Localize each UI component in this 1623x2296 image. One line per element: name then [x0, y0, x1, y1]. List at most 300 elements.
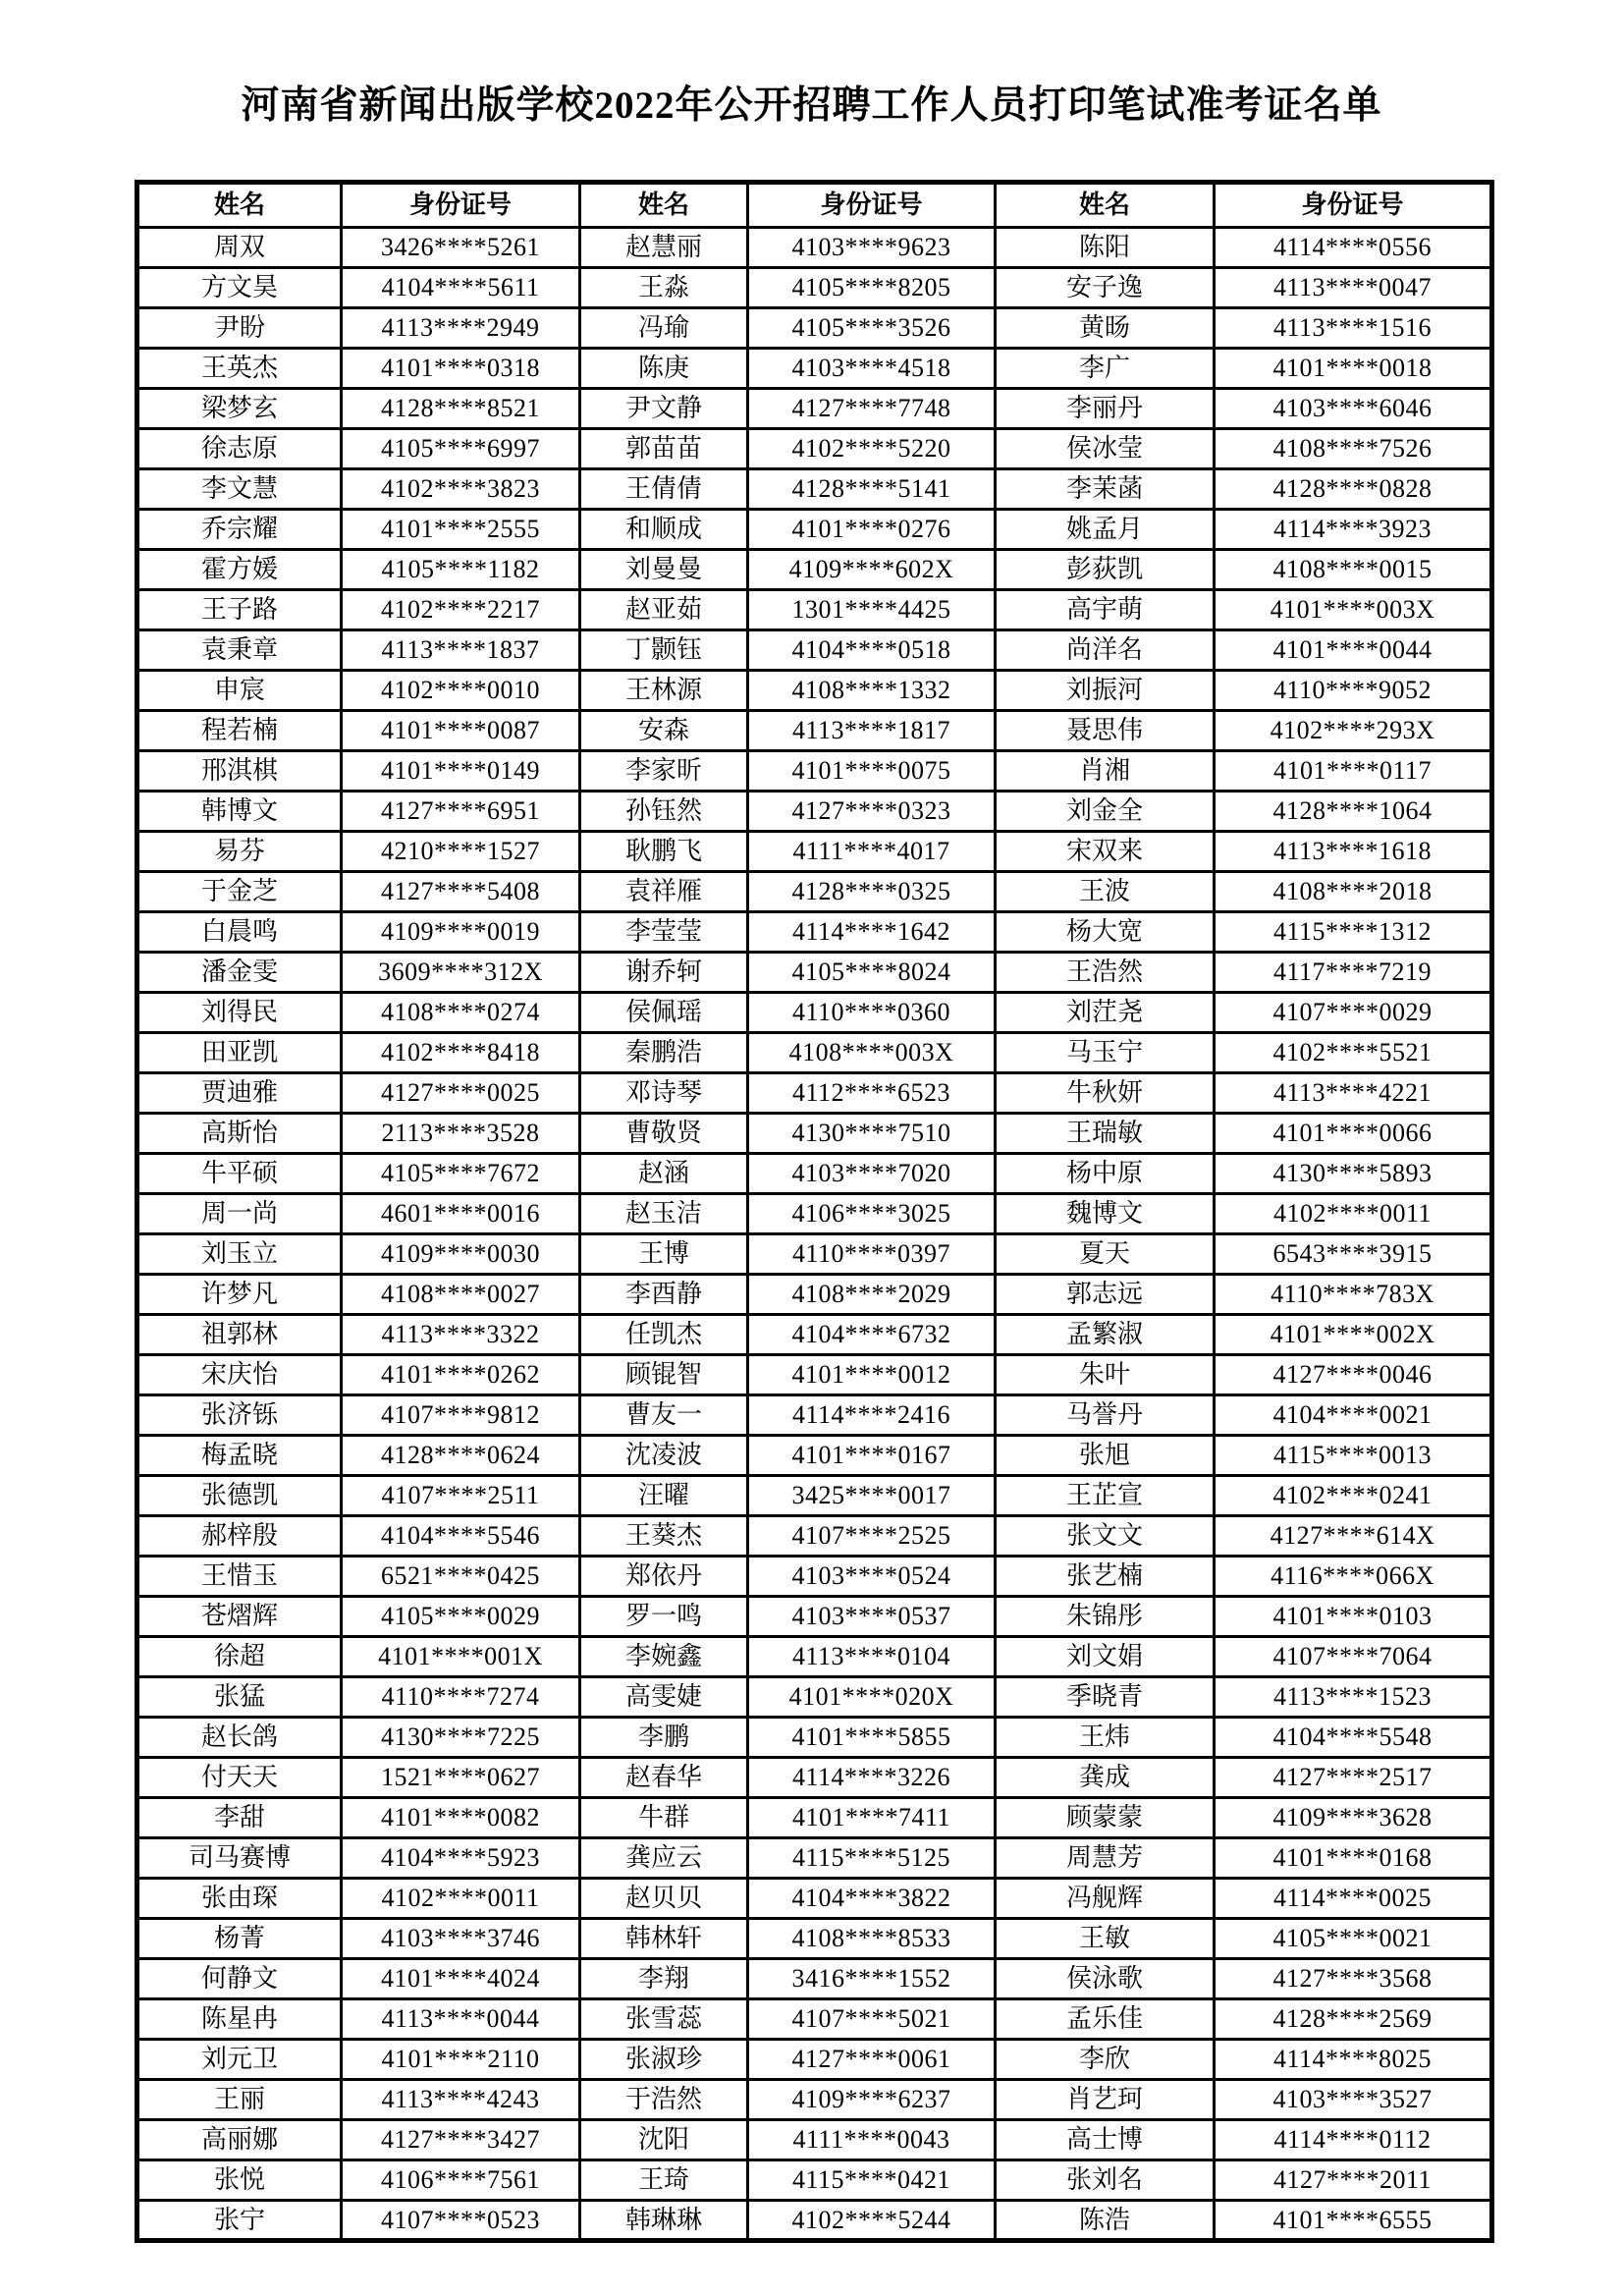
name-cell: 高丽娜 [137, 2120, 342, 2160]
table-row [137, 751, 1492, 792]
name-cell: 刘振河 [996, 671, 1215, 711]
table-row [137, 1275, 1492, 1315]
name-cell: 安子逸 [996, 268, 1215, 308]
id-number-cell: 4101****0044 [1215, 630, 1492, 671]
name-cell: 祖郭林 [137, 1315, 342, 1355]
name-cell: 郭苗苗 [580, 429, 748, 469]
name-cell: 许梦凡 [137, 1275, 342, 1315]
id-number-cell: 6543****3915 [1215, 1234, 1492, 1275]
table-row [137, 1073, 1492, 1114]
id-number-cell: 4114****1642 [748, 912, 996, 953]
id-number-cell: 4114****2416 [748, 1395, 996, 1436]
name-cell: 高士博 [996, 2120, 1215, 2160]
id-number-cell: 4113****1523 [1215, 1677, 1492, 1718]
id-number-cell: 4127****0323 [748, 792, 996, 832]
id-number-cell: 1521****0627 [342, 1758, 580, 1798]
id-number-cell: 4115****0013 [1215, 1436, 1492, 1476]
table-row [137, 1154, 1492, 1194]
name-cell: 韩博文 [137, 792, 342, 832]
id-number-cell: 4102****5220 [748, 429, 996, 469]
table-body [137, 228, 1492, 2241]
name-cell: 张旭 [996, 1436, 1215, 1476]
name-cell: 牛秋妍 [996, 1073, 1215, 1114]
name-cell: 刘金全 [996, 792, 1215, 832]
name-cell: 杨大宽 [996, 912, 1215, 953]
name-cell: 冯瑜 [580, 308, 748, 349]
name-cell: 牛群 [580, 1798, 748, 1838]
name-cell: 彭荻凯 [996, 550, 1215, 590]
id-number-cell: 4113****2949 [342, 308, 580, 349]
table-row [137, 1114, 1492, 1154]
name-cell: 肖湘 [996, 751, 1215, 792]
id-number-cell: 4101****0075 [748, 751, 996, 792]
table-row [137, 550, 1492, 590]
name-cell: 赵玉洁 [580, 1194, 748, 1234]
table-row [137, 630, 1492, 671]
table-row [137, 1919, 1492, 1959]
id-number-cell: 4102****0241 [1215, 1476, 1492, 1516]
name-cell: 和顺成 [580, 510, 748, 550]
name-cell: 周慧芳 [996, 1838, 1215, 1879]
table-row [137, 469, 1492, 510]
id-number-cell: 4114****0112 [1215, 2120, 1492, 2160]
name-cell: 张由琛 [137, 1879, 342, 1919]
table-row [137, 1798, 1492, 1838]
id-number-cell: 4101****0082 [342, 1798, 580, 1838]
id-number-cell: 4113****1618 [1215, 832, 1492, 872]
table-row [137, 1758, 1492, 1798]
name-cell: 王葵杰 [580, 1516, 748, 1557]
id-number-cell: 4105****1182 [342, 550, 580, 590]
id-number-cell: 4101****4024 [342, 1959, 580, 1999]
table-row [137, 349, 1492, 389]
id-number-cell: 4104****0518 [748, 630, 996, 671]
name-cell: 李酉静 [580, 1275, 748, 1315]
id-number-cell: 4114****0556 [1215, 228, 1492, 268]
table-row [137, 872, 1492, 912]
name-cell: 韩琳琳 [580, 2201, 748, 2241]
id-number-cell: 3426****5261 [342, 228, 580, 268]
name-cell: 陈阳 [996, 228, 1215, 268]
id-number-cell: 4102****0011 [342, 1879, 580, 1919]
id-number-cell: 4101****6555 [1215, 2201, 1492, 2241]
id-number-cell: 4101****0066 [1215, 1114, 1492, 1154]
name-cell: 周一尚 [137, 1194, 342, 1234]
id-number-cell: 4105****8205 [748, 268, 996, 308]
name-cell: 沈阳 [580, 2120, 748, 2160]
id-number-cell: 4103****0537 [748, 1597, 996, 1637]
id-number-cell: 4105****7672 [342, 1154, 580, 1194]
table-row [137, 711, 1492, 751]
column-header-id-2: 身份证号 [748, 183, 996, 228]
id-number-cell: 4107****0523 [342, 2201, 580, 2241]
table-row [137, 308, 1492, 349]
id-number-cell: 4108****0015 [1215, 550, 1492, 590]
name-cell: 侯冰莹 [996, 429, 1215, 469]
id-number-cell: 4116****066X [1215, 1557, 1492, 1597]
name-cell: 徐超 [137, 1637, 342, 1677]
name-cell: 龚应云 [580, 1838, 748, 1879]
name-cell: 沈凌波 [580, 1436, 748, 1476]
name-cell: 安森 [580, 711, 748, 751]
name-cell: 谢乔轲 [580, 953, 748, 993]
name-cell: 李文慧 [137, 469, 342, 510]
id-number-cell: 4128****0828 [1215, 469, 1492, 510]
table-row [137, 2080, 1492, 2120]
id-number-cell: 4127****7748 [748, 389, 996, 429]
name-cell: 于金芝 [137, 872, 342, 912]
id-number-cell: 4102****0011 [1215, 1194, 1492, 1234]
name-cell: 耿鹏飞 [580, 832, 748, 872]
id-number-cell: 3425****0017 [748, 1476, 996, 1516]
id-number-cell: 4102****2217 [342, 590, 580, 630]
id-number-cell: 4105****0021 [1215, 1919, 1492, 1959]
name-cell: 丁颢钰 [580, 630, 748, 671]
table-row [137, 1597, 1492, 1637]
name-cell: 王敏 [996, 1919, 1215, 1959]
name-cell: 侯佩瑶 [580, 993, 748, 1033]
id-number-cell: 4127****5408 [342, 872, 580, 912]
name-cell: 刘玉立 [137, 1234, 342, 1275]
name-cell: 姚孟月 [996, 510, 1215, 550]
name-cell: 邢淇棋 [137, 751, 342, 792]
id-number-cell: 4101****001X [342, 1637, 580, 1677]
table-row [137, 1557, 1492, 1597]
id-number-cell: 4102****293X [1215, 711, 1492, 751]
id-number-cell: 3416****1552 [748, 1959, 996, 1999]
name-cell: 牛平硕 [137, 1154, 342, 1194]
name-cell: 李丽丹 [996, 389, 1215, 429]
name-cell: 付天天 [137, 1758, 342, 1798]
name-cell: 何静文 [137, 1959, 342, 1999]
name-cell: 高宇萌 [996, 590, 1215, 630]
id-number-cell: 4101****2555 [342, 510, 580, 550]
id-number-cell: 4113****1516 [1215, 308, 1492, 349]
name-cell: 李鹏 [580, 1718, 748, 1758]
name-cell: 王瑞敏 [996, 1114, 1215, 1154]
table-row [137, 2201, 1492, 2241]
id-number-cell: 4108****8533 [748, 1919, 996, 1959]
table-row [137, 1637, 1492, 1677]
table-row [137, 993, 1492, 1033]
table-row [137, 1838, 1492, 1879]
name-cell: 刘茳尧 [996, 993, 1215, 1033]
name-cell: 张悦 [137, 2160, 342, 2201]
table-row [137, 1476, 1492, 1516]
name-cell: 田亚凯 [137, 1033, 342, 1073]
id-number-cell: 4210****1527 [342, 832, 580, 872]
name-cell: 顾锟智 [580, 1355, 748, 1395]
id-number-cell: 4127****6951 [342, 792, 580, 832]
id-number-cell: 4102****0010 [342, 671, 580, 711]
id-number-cell: 4106****7561 [342, 2160, 580, 2201]
id-number-cell: 4108****2029 [748, 1275, 996, 1315]
name-cell: 郑依丹 [580, 1557, 748, 1597]
name-cell: 魏博文 [996, 1194, 1215, 1234]
id-number-cell: 4112****6523 [748, 1073, 996, 1114]
name-cell: 申宸 [137, 671, 342, 711]
id-number-cell: 4101****0087 [342, 711, 580, 751]
id-number-cell: 4101****0167 [748, 1436, 996, 1476]
id-number-cell: 4103****7020 [748, 1154, 996, 1194]
table-row [137, 671, 1492, 711]
name-cell: 马誉丹 [996, 1395, 1215, 1436]
table-row [137, 389, 1492, 429]
name-cell: 张猛 [137, 1677, 342, 1718]
name-cell: 易芬 [137, 832, 342, 872]
id-number-cell: 4104****0021 [1215, 1395, 1492, 1436]
id-number-cell: 4109****6237 [748, 2080, 996, 2120]
name-cell: 孟乐佳 [996, 1999, 1215, 2040]
table-row [137, 429, 1492, 469]
id-number-cell: 4110****0360 [748, 993, 996, 1033]
id-number-cell: 4127****3427 [342, 2120, 580, 2160]
name-cell: 高斯怡 [137, 1114, 342, 1154]
id-number-cell: 4103****4518 [748, 349, 996, 389]
name-cell: 袁秉章 [137, 630, 342, 671]
name-cell: 徐志原 [137, 429, 342, 469]
name-cell: 程若楠 [137, 711, 342, 751]
table-row [137, 1436, 1492, 1476]
id-number-cell: 4114****3226 [748, 1758, 996, 1798]
name-cell: 王子路 [137, 590, 342, 630]
id-number-cell: 4103****3527 [1215, 2080, 1492, 2120]
name-cell: 陈浩 [996, 2201, 1215, 2241]
name-cell: 王惜玉 [137, 1557, 342, 1597]
name-cell: 尹文静 [580, 389, 748, 429]
header-row [137, 183, 1492, 228]
id-number-cell: 4101****0012 [748, 1355, 996, 1395]
id-number-cell: 4104****5923 [342, 1838, 580, 1879]
id-number-cell: 4101****0018 [1215, 349, 1492, 389]
table-row [137, 268, 1492, 308]
id-number-cell: 4130****7225 [342, 1718, 580, 1758]
id-number-cell: 4101****0276 [748, 510, 996, 550]
name-cell: 朱锦彤 [996, 1597, 1215, 1637]
id-number-cell: 4114****3923 [1215, 510, 1492, 550]
id-number-cell: 4113****1837 [342, 630, 580, 671]
table-row [137, 1194, 1492, 1234]
name-cell: 张雪蕊 [580, 1999, 748, 2040]
name-cell: 梅孟晓 [137, 1436, 342, 1476]
id-number-cell: 4101****020X [748, 1677, 996, 1718]
name-cell: 王波 [996, 872, 1215, 912]
name-cell: 尚洋名 [996, 630, 1215, 671]
id-number-cell: 4101****0168 [1215, 1838, 1492, 1879]
id-number-cell: 4107****7064 [1215, 1637, 1492, 1677]
id-number-cell: 4101****0149 [342, 751, 580, 792]
name-cell: 曹敬贤 [580, 1114, 748, 1154]
id-number-cell: 4103****3746 [342, 1919, 580, 1959]
name-cell: 李茉菡 [996, 469, 1215, 510]
name-cell: 龚成 [996, 1758, 1215, 1798]
id-number-cell: 4107****9812 [342, 1395, 580, 1436]
id-number-cell: 4101****003X [1215, 590, 1492, 630]
id-number-cell: 4105****8024 [748, 953, 996, 993]
table-row [137, 1959, 1492, 1999]
name-cell: 赵亚茹 [580, 590, 748, 630]
id-number-cell: 4113****4221 [1215, 1073, 1492, 1114]
name-cell: 宋双来 [996, 832, 1215, 872]
name-cell: 任凯杰 [580, 1315, 748, 1355]
id-number-cell: 4115****1312 [1215, 912, 1492, 953]
id-number-cell: 4104****5548 [1215, 1718, 1492, 1758]
id-number-cell: 4108****2018 [1215, 872, 1492, 912]
id-number-cell: 4101****2110 [342, 2040, 580, 2080]
name-cell: 袁祥雁 [580, 872, 748, 912]
name-cell: 刘文娟 [996, 1637, 1215, 1677]
name-cell: 郭志远 [996, 1275, 1215, 1315]
name-cell: 贾迪雅 [137, 1073, 342, 1114]
id-number-cell: 4105****3526 [748, 308, 996, 349]
name-cell: 孟繁淑 [996, 1315, 1215, 1355]
id-number-cell: 4115****0421 [748, 2160, 996, 2201]
name-cell: 乔宗耀 [137, 510, 342, 550]
column-header-name-1: 姓名 [137, 183, 342, 228]
name-cell: 王林源 [580, 671, 748, 711]
name-cell: 赵贝贝 [580, 1879, 748, 1919]
name-cell: 肖艺珂 [996, 2080, 1215, 2120]
name-cell: 季晓青 [996, 1677, 1215, 1718]
id-number-cell: 4101****0262 [342, 1355, 580, 1395]
id-number-cell: 4127****0061 [748, 2040, 996, 2080]
name-cell: 张淑珍 [580, 2040, 748, 2080]
name-cell: 梁梦玄 [137, 389, 342, 429]
table-row [137, 2120, 1492, 2160]
id-number-cell: 4113****0044 [342, 1999, 580, 2040]
id-number-cell: 4114****0025 [1215, 1879, 1492, 1919]
id-number-cell: 4115****5125 [748, 1838, 996, 1879]
name-cell: 马玉宁 [996, 1033, 1215, 1073]
name-cell: 赵涵 [580, 1154, 748, 1194]
id-number-cell: 4105****0029 [342, 1597, 580, 1637]
id-number-cell: 4104****5611 [342, 268, 580, 308]
table-row [137, 1718, 1492, 1758]
name-cell: 黄旸 [996, 308, 1215, 349]
name-cell: 王琦 [580, 2160, 748, 2201]
id-number-cell: 4128****0325 [748, 872, 996, 912]
name-cell: 白晨鸣 [137, 912, 342, 953]
name-cell: 高雯婕 [580, 1677, 748, 1718]
name-cell: 张刘名 [996, 2160, 1215, 2201]
name-cell: 尹盼 [137, 308, 342, 349]
table-row [137, 590, 1492, 630]
table-row [137, 832, 1492, 872]
id-number-cell: 4127****614X [1215, 1516, 1492, 1557]
id-number-cell: 4101****0318 [342, 349, 580, 389]
table-row [137, 1355, 1492, 1395]
table-row [137, 1879, 1492, 1919]
table-row [137, 1516, 1492, 1557]
id-number-cell: 4127****2517 [1215, 1758, 1492, 1798]
table-row [137, 1234, 1492, 1275]
name-cell: 于浩然 [580, 2080, 748, 2120]
name-cell: 冯舰辉 [996, 1879, 1215, 1919]
table-row [137, 1677, 1492, 1718]
id-number-cell: 4102****5244 [748, 2201, 996, 2241]
table-row [137, 953, 1492, 993]
name-cell: 张济铄 [137, 1395, 342, 1436]
id-number-cell: 4108****0274 [342, 993, 580, 1033]
id-number-cell: 6521****0425 [342, 1557, 580, 1597]
name-cell: 郝梓殷 [137, 1516, 342, 1557]
id-number-cell: 4109****3628 [1215, 1798, 1492, 1838]
id-number-cell: 4117****7219 [1215, 953, 1492, 993]
name-cell: 王炜 [996, 1718, 1215, 1758]
name-cell: 韩林轩 [580, 1919, 748, 1959]
id-number-cell: 4101****7411 [748, 1798, 996, 1838]
table-row [137, 2160, 1492, 2201]
id-number-cell: 1301****4425 [748, 590, 996, 630]
name-cell: 聂思伟 [996, 711, 1215, 751]
name-cell: 罗一鸣 [580, 1597, 748, 1637]
name-cell: 刘元卫 [137, 2040, 342, 2080]
name-cell: 陈庚 [580, 349, 748, 389]
name-cell: 李莹莹 [580, 912, 748, 953]
name-cell: 方文昊 [137, 268, 342, 308]
id-number-cell: 4104****5546 [342, 1516, 580, 1557]
name-cell: 司马赛博 [137, 1838, 342, 1879]
name-cell: 侯泳歌 [996, 1959, 1215, 1999]
table-header [137, 183, 1492, 228]
id-number-cell: 4104****6732 [748, 1315, 996, 1355]
name-cell: 王英杰 [137, 349, 342, 389]
name-cell: 张文文 [996, 1516, 1215, 1557]
column-header-name-3: 姓名 [996, 183, 1215, 228]
id-number-cell: 4110****9052 [1215, 671, 1492, 711]
id-number-cell: 4127****3568 [1215, 1959, 1492, 1999]
id-number-cell: 4109****602X [748, 550, 996, 590]
id-number-cell: 4113****0104 [748, 1637, 996, 1677]
name-cell: 李翔 [580, 1959, 748, 1999]
name-cell: 曹友一 [580, 1395, 748, 1436]
id-number-cell: 4127****2011 [1215, 2160, 1492, 2201]
id-number-cell: 4107****2525 [748, 1516, 996, 1557]
name-cell: 潘金雯 [137, 953, 342, 993]
name-cell: 张宁 [137, 2201, 342, 2241]
id-number-cell: 4113****4243 [342, 2080, 580, 2120]
document-title: 河南省新闻出版学校2022年公开招聘工作人员打印笔试准考证名单 [241, 84, 1382, 127]
id-number-cell: 4128****2569 [1215, 1999, 1492, 2040]
name-cell: 李婉鑫 [580, 1637, 748, 1677]
admission-ticket-table [135, 180, 1494, 2243]
id-number-cell: 4108****003X [748, 1033, 996, 1073]
id-number-cell: 4110****7274 [342, 1677, 580, 1718]
table-row [137, 2040, 1492, 2080]
id-number-cell: 4102****5521 [1215, 1033, 1492, 1073]
id-number-cell: 4128****0624 [342, 1436, 580, 1476]
id-number-cell: 4108****0027 [342, 1275, 580, 1315]
id-number-cell: 4110****0397 [748, 1234, 996, 1275]
name-cell: 夏天 [996, 1234, 1215, 1275]
name-cell: 李欣 [996, 2040, 1215, 2080]
table-row [137, 1033, 1492, 1073]
id-number-cell: 4109****0030 [342, 1234, 580, 1275]
name-cell: 刘曼曼 [580, 550, 748, 590]
name-cell: 李甜 [137, 1798, 342, 1838]
id-number-cell: 4114****8025 [1215, 2040, 1492, 2080]
id-number-cell: 4106****3025 [748, 1194, 996, 1234]
id-number-cell: 4107****0029 [1215, 993, 1492, 1033]
id-number-cell: 2113****3528 [342, 1114, 580, 1154]
name-cell: 李家昕 [580, 751, 748, 792]
id-number-cell: 4107****5021 [748, 1999, 996, 2040]
name-cell: 杨中原 [996, 1154, 1215, 1194]
column-header-name-2: 姓名 [580, 183, 748, 228]
table-row [137, 792, 1492, 832]
name-cell: 杨菁 [137, 1919, 342, 1959]
id-number-cell: 4105****6997 [342, 429, 580, 469]
